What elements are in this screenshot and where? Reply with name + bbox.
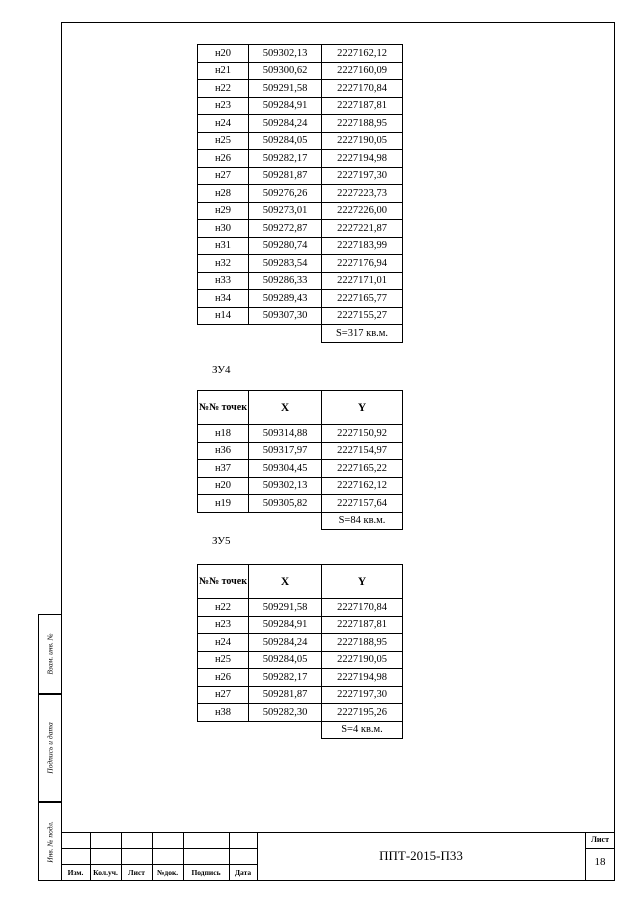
table-cell: 509276,26	[249, 185, 322, 203]
table-cell: 2227165,77	[322, 290, 403, 308]
table-row	[198, 185, 403, 203]
table-row	[198, 290, 403, 308]
table-row	[198, 80, 403, 98]
table-row	[198, 495, 403, 513]
table-row	[198, 442, 403, 460]
table-cell: н22	[198, 80, 249, 98]
area-cell: S=84 кв.м.	[322, 512, 403, 530]
table-row	[198, 97, 403, 115]
table-cell: 2227188,95	[322, 634, 403, 652]
table-cell: н31	[198, 237, 249, 255]
table-row	[198, 599, 403, 617]
table-cell: 2227197,30	[322, 686, 403, 704]
table-cell: н25	[198, 132, 249, 150]
table-header-cell: Y	[322, 391, 403, 425]
sheet-label: Лист	[590, 835, 610, 844]
table-header-row	[198, 391, 403, 425]
title-col-koluch: Кол.уч.	[93, 868, 118, 877]
table-cell: н36	[198, 442, 249, 460]
table-cell: н19	[198, 495, 249, 513]
table-cell: 2227226,00	[322, 202, 403, 220]
table-row	[198, 460, 403, 478]
table-cell: н20	[198, 477, 249, 495]
table-header-cell: №№ точек	[198, 391, 249, 425]
table-cell: 2227194,98	[322, 669, 403, 687]
table-header-cell: №№ точек	[198, 565, 249, 599]
table-row	[198, 307, 403, 325]
document-code: ППТ-2015-П33	[379, 848, 463, 863]
table-cell: н32	[198, 255, 249, 273]
table-cell: н37	[198, 460, 249, 478]
table-cell: 2227170,84	[322, 80, 403, 98]
table-row	[198, 115, 403, 133]
table-row	[198, 45, 403, 63]
table-row	[198, 202, 403, 220]
table-cell: н23	[198, 616, 249, 634]
table-cell: 2227194,98	[322, 150, 403, 168]
table-cell: 509284,24	[249, 634, 322, 652]
table-header-cell: Y	[322, 565, 403, 599]
table-cell: 2227155,27	[322, 307, 403, 325]
title-col-ndok: №док.	[156, 868, 179, 877]
empty-cell	[249, 512, 322, 530]
table-cell: 509305,82	[249, 495, 322, 513]
table-cell: н26	[198, 669, 249, 687]
side-stamp-podpis: Подпись и дата	[38, 694, 61, 802]
table-row	[198, 150, 403, 168]
table-cell: н26	[198, 150, 249, 168]
title-col-podpis: Подпись	[191, 868, 221, 877]
table-row	[198, 477, 403, 495]
table-row	[198, 255, 403, 273]
empty-cell	[198, 325, 249, 343]
sheet-number: 18	[594, 856, 606, 868]
area-cell: S=317 кв.м.	[322, 325, 403, 343]
table-cell: н18	[198, 425, 249, 443]
table-cell: 509304,45	[249, 460, 322, 478]
table-cell: 509302,13	[249, 477, 322, 495]
table-row	[198, 220, 403, 238]
table-cell: 509273,01	[249, 202, 322, 220]
table-cell: 2227221,87	[322, 220, 403, 238]
side-stamp-vzam: Взам. инв. №	[38, 614, 61, 694]
empty-cell	[198, 512, 249, 530]
table-cell: 2227154,97	[322, 442, 403, 460]
table-cell: 2227162,12	[322, 477, 403, 495]
empty-cell	[249, 721, 322, 739]
table-cell: н24	[198, 634, 249, 652]
table-row	[198, 686, 403, 704]
table-cell: 2227223,73	[322, 185, 403, 203]
table-cell: н25	[198, 651, 249, 669]
table-row	[198, 425, 403, 443]
table-cell: н20	[198, 45, 249, 63]
table-row	[198, 616, 403, 634]
table-row	[198, 669, 403, 687]
table-cell: н21	[198, 62, 249, 80]
table-cell: 2227176,94	[322, 255, 403, 273]
table-cell: 2227183,99	[322, 237, 403, 255]
area-cell: S=4 кв.м.	[322, 721, 403, 739]
title-col-data: Дата	[234, 868, 252, 877]
table-cell: 509281,87	[249, 167, 322, 185]
table-cell: 2227190,05	[322, 651, 403, 669]
table-cell: н34	[198, 290, 249, 308]
table-cell: 509314,88	[249, 425, 322, 443]
table-cell: н27	[198, 686, 249, 704]
table-row	[198, 704, 403, 722]
table-cell: 2227170,84	[322, 599, 403, 617]
table-cell: 2227188,95	[322, 115, 403, 133]
table-cell: 2227160,09	[322, 62, 403, 80]
table-cell: 509302,13	[249, 45, 322, 63]
table-row	[198, 132, 403, 150]
table-cell: н28	[198, 185, 249, 203]
table-cell: н22	[198, 599, 249, 617]
table-header-row	[198, 565, 403, 599]
table-cell: 509291,58	[249, 599, 322, 617]
table-cell: 509282,17	[249, 669, 322, 687]
zu4-label: ЗУ4	[212, 364, 231, 376]
title-col-list: Лист	[128, 868, 145, 877]
table-cell: 509283,54	[249, 255, 322, 273]
table-row	[198, 237, 403, 255]
table-cell: 2227187,81	[322, 616, 403, 634]
table-cell: 509284,91	[249, 616, 322, 634]
table-cell: н33	[198, 272, 249, 290]
table-cell: 2227187,81	[322, 97, 403, 115]
table-cell: 509282,17	[249, 150, 322, 168]
table-row	[198, 651, 403, 669]
table-cell: 509289,43	[249, 290, 322, 308]
area-row	[198, 325, 403, 343]
table-cell: 2227195,26	[322, 704, 403, 722]
table-cell: 509284,05	[249, 651, 322, 669]
table-row	[198, 62, 403, 80]
table-cell: 509281,87	[249, 686, 322, 704]
table-row	[198, 634, 403, 652]
table-cell: 509284,05	[249, 132, 322, 150]
table-cell: 509300,62	[249, 62, 322, 80]
table-header-cell: X	[249, 391, 322, 425]
table-cell: н29	[198, 202, 249, 220]
table-cell: 509317,97	[249, 442, 322, 460]
table-cell: 2227150,92	[322, 425, 403, 443]
table-cell: 2227162,12	[322, 45, 403, 63]
empty-cell	[249, 325, 322, 343]
table-row	[198, 167, 403, 185]
table-row	[198, 272, 403, 290]
area-row	[198, 512, 403, 530]
table-header-cell: X	[249, 565, 322, 599]
table-cell: 509291,58	[249, 80, 322, 98]
table-cell: 509272,87	[249, 220, 322, 238]
table-cell: 2227190,05	[322, 132, 403, 150]
table-cell: 2227171,01	[322, 272, 403, 290]
side-stamp-inv: Инв. № подл.	[38, 802, 61, 881]
table-cell: н30	[198, 220, 249, 238]
table-cell: н38	[198, 704, 249, 722]
table-cell: 2227197,30	[322, 167, 403, 185]
table-cell: 509286,33	[249, 272, 322, 290]
coordinates-table-zu5	[197, 564, 403, 739]
zu5-label: ЗУ5	[212, 535, 231, 547]
title-col-izm: Изм.	[67, 868, 84, 877]
table-cell: 509282,30	[249, 704, 322, 722]
coordinates-table-zu4	[197, 390, 403, 530]
table-cell: 2227157,64	[322, 495, 403, 513]
empty-cell	[198, 721, 249, 739]
table-cell: н14	[198, 307, 249, 325]
table-cell: 509284,24	[249, 115, 322, 133]
table-cell: 509307,30	[249, 307, 322, 325]
table-cell: 509280,74	[249, 237, 322, 255]
table-cell: н27	[198, 167, 249, 185]
table-cell: н24	[198, 115, 249, 133]
table-cell: 509284,91	[249, 97, 322, 115]
coordinates-table-1	[197, 44, 403, 343]
table-cell: 2227165,22	[322, 460, 403, 478]
table-cell: н23	[198, 97, 249, 115]
area-row	[198, 721, 403, 739]
